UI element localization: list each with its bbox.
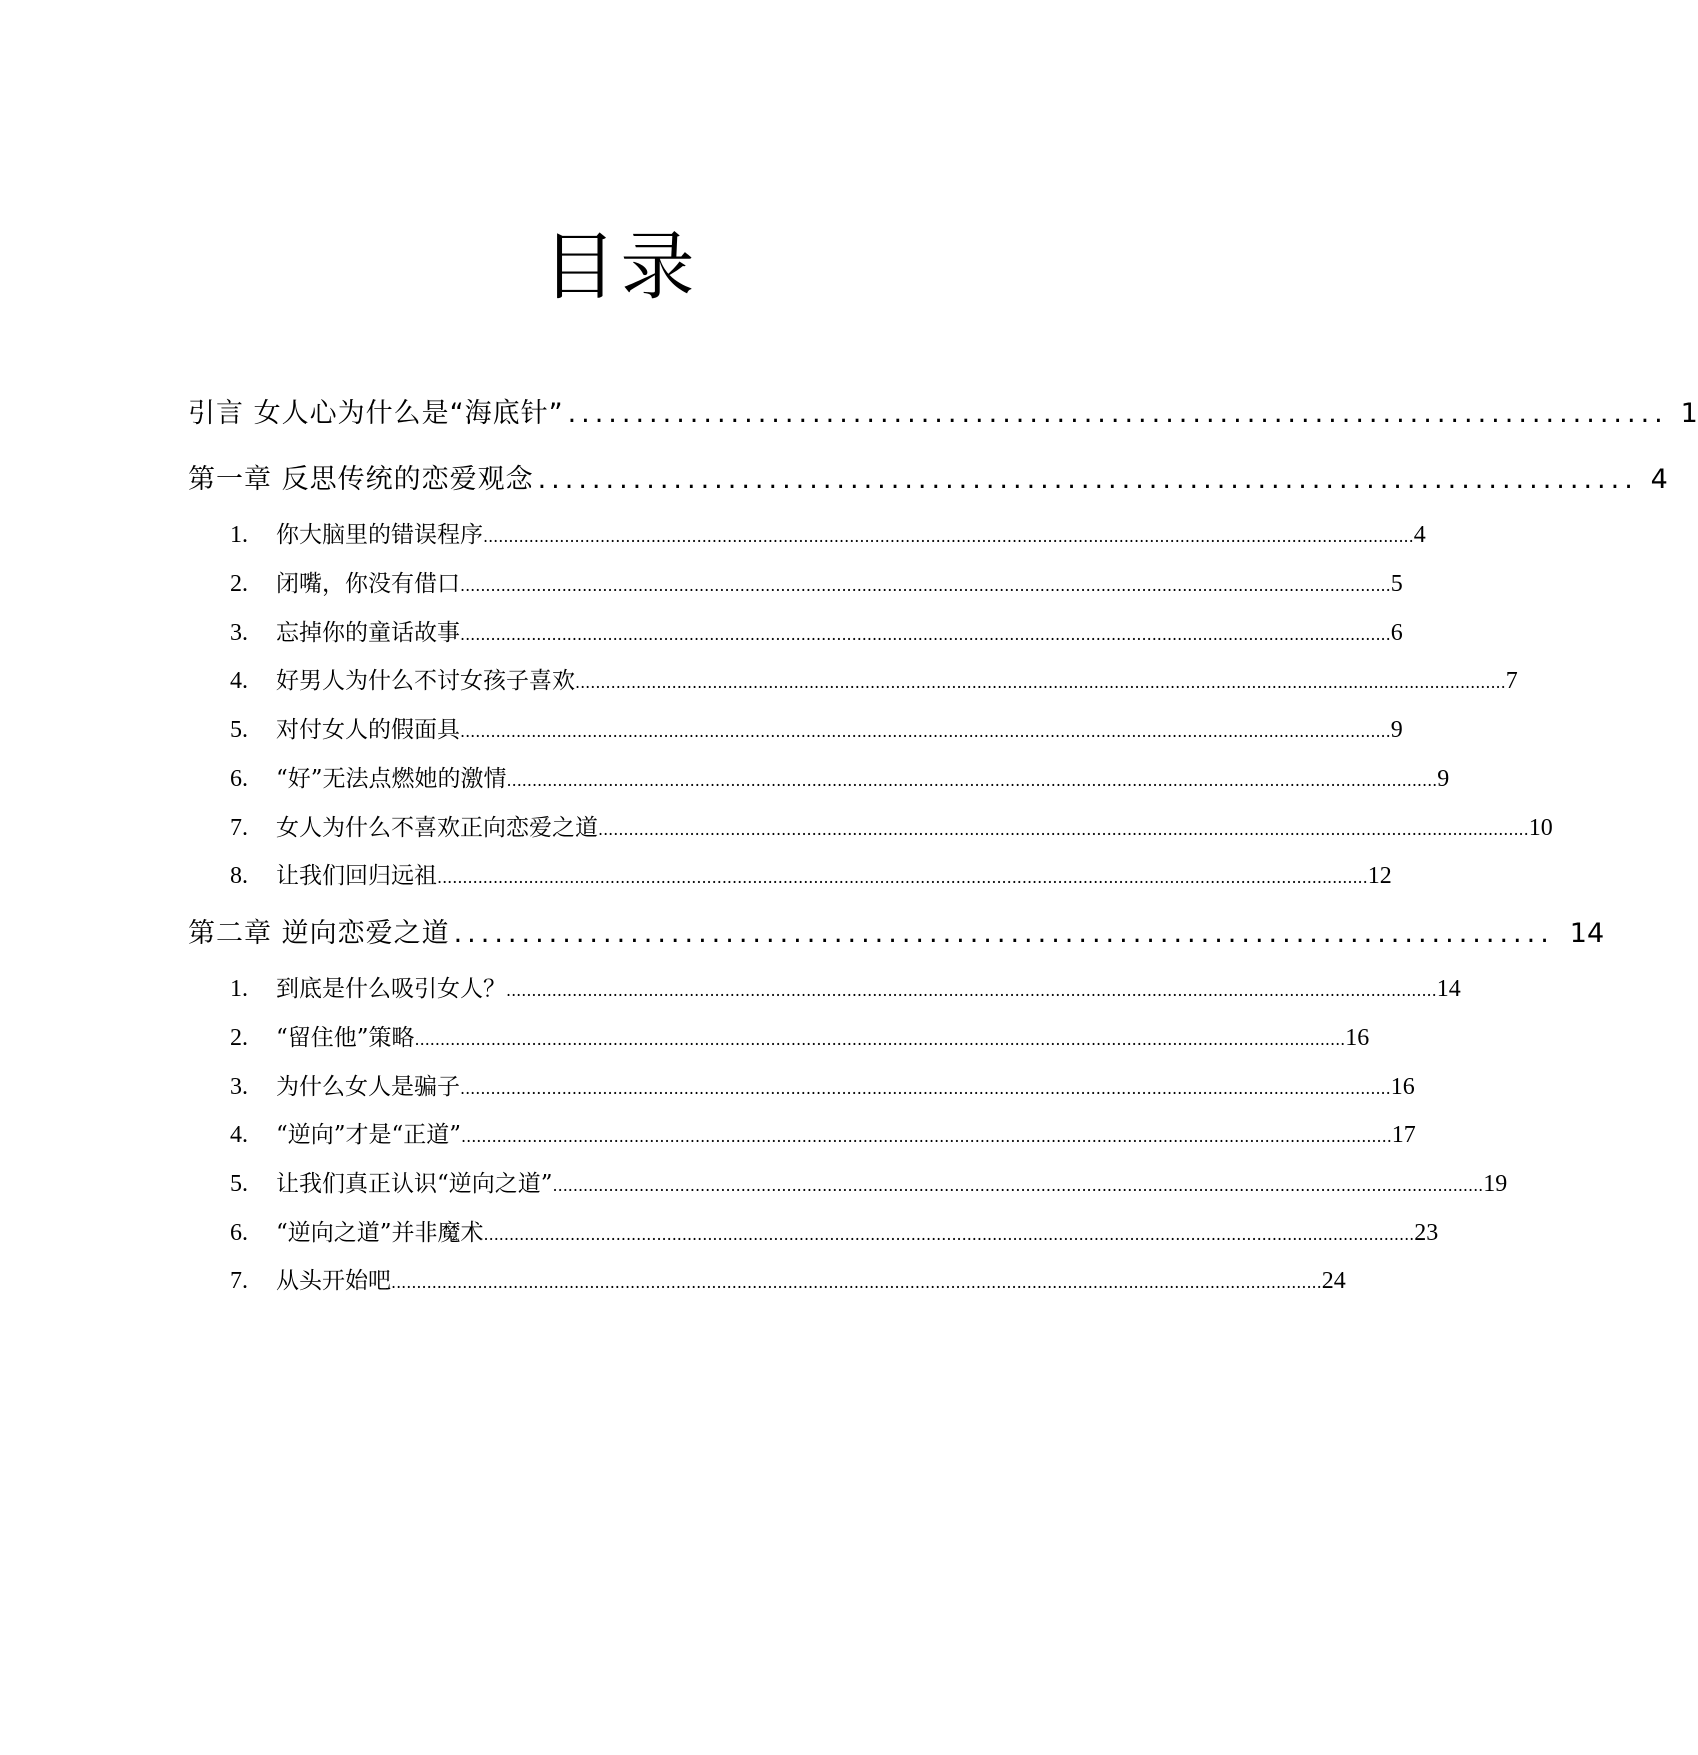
toc-page-number: 19	[1483, 1171, 1508, 1197]
toc-page-number: 16	[1390, 1074, 1415, 1100]
toc-section-title: 让我们回归远祖	[276, 863, 437, 889]
toc-section-title: 你大脑里的错误程序	[276, 522, 483, 548]
toc-leader-dots: .......................................................................................................................................................................................	[506, 771, 1438, 790]
toc-leader-dots: .................................................................................	[567, 398, 1668, 429]
toc-page-number: 12	[1367, 863, 1392, 889]
toc-section-number: 7.	[230, 1268, 248, 1294]
toc-leader-dots: .......................................................................................................................................................................................	[460, 576, 1391, 595]
toc-section-title: 忘掉你的童话故事	[276, 620, 460, 646]
toc-leader-dots: .................................................................................	[537, 464, 1638, 495]
toc-section-title: 让我们真正认识“逆向之道”	[276, 1171, 553, 1197]
toc-page-number: 24	[1321, 1268, 1346, 1294]
toc-section-title: 从头开始吧	[276, 1268, 391, 1294]
toc-leader-dots: .......................................................................................................................................................................................	[461, 1127, 1392, 1146]
toc-leader-dots: .......................................................................................................................................................................................	[483, 1225, 1415, 1244]
toc-chapter-title: 第一章 反思传统的恋爱观念	[188, 464, 534, 495]
toc-leader-dots: .......................................................................................................................................................................................	[552, 1176, 1484, 1195]
toc-page-number: 6	[1390, 620, 1403, 646]
toc-section-title: 对付女人的假面具	[276, 717, 460, 743]
toc-section[interactable]	[230, 665, 1518, 699]
toc-section[interactable]	[230, 1071, 1415, 1105]
toc-page-number: 17	[1391, 1122, 1416, 1148]
toc-page-number: 4	[1413, 522, 1426, 548]
toc-leader-dots: .......................................................................................................................................................................................	[460, 1079, 1391, 1098]
toc-chapter-title: 引言 女人心为什么是“海底针”	[188, 398, 564, 429]
toc-section-number: 8.	[230, 863, 248, 889]
toc-section-number: 4.	[230, 1122, 248, 1148]
toc-page-number: 14	[1436, 976, 1461, 1002]
toc-section-title: 闭嘴，你没有借口	[276, 571, 460, 597]
toc-section-title: “好”无法点燃她的激情	[276, 766, 507, 792]
toc-section-title: “留住他”策略	[276, 1025, 415, 1051]
toc-chapter-intro[interactable]	[188, 396, 1698, 432]
toc-section[interactable]	[230, 763, 1450, 797]
toc-section-title: 为什么女人是骗子	[276, 1074, 460, 1100]
toc-page-number: 9	[1390, 717, 1403, 743]
toc-page-number: 4	[1650, 464, 1668, 495]
toc-section-number: 3.	[230, 620, 248, 646]
toc-section-number: 6.	[230, 1220, 248, 1246]
toc-page-number: 9	[1437, 766, 1450, 792]
toc-section-title: 好男人为什么不讨女孩子喜欢	[276, 668, 575, 694]
toc-section[interactable]	[230, 617, 1403, 651]
toc-leader-dots: .......................................................................................................................................................................................	[598, 820, 1529, 839]
toc-section-number: 7.	[230, 815, 248, 841]
toc-section-number: 6.	[230, 766, 248, 792]
toc-section-title: “逆向”才是“正道”	[276, 1122, 462, 1148]
toc-chapter-1[interactable]	[188, 462, 1668, 498]
toc-section-number: 5.	[230, 717, 248, 743]
toc-section[interactable]	[230, 568, 1403, 602]
toc-section[interactable]	[230, 973, 1461, 1007]
toc-section[interactable]	[230, 519, 1426, 553]
toc-page-number: 16	[1345, 1025, 1370, 1051]
toc-leader-dots: .................................................................................	[453, 918, 1554, 949]
toc-section[interactable]	[230, 860, 1392, 894]
toc-section-title: 到底是什么吸引女人？	[276, 976, 506, 1002]
toc-page-number: 23	[1414, 1220, 1439, 1246]
toc-section-number: 4.	[230, 668, 248, 694]
toc-section[interactable]	[230, 1119, 1416, 1153]
page-title: 目录	[542, 224, 699, 310]
toc-section-number: 1.	[230, 976, 248, 1002]
toc-section[interactable]	[230, 812, 1553, 846]
toc-leader-dots: .......................................................................................................................................................................................	[391, 1273, 1322, 1292]
toc-section[interactable]	[230, 1265, 1346, 1299]
toc-section[interactable]	[230, 1022, 1370, 1056]
toc-section-number: 5.	[230, 1171, 248, 1197]
toc-section-number: 2.	[230, 571, 248, 597]
toc-page-number: 1	[1680, 398, 1698, 429]
toc-chapter-title: 第二章 逆向恋爱之道	[188, 918, 450, 949]
toc-leader-dots: .......................................................................................................................................................................................	[575, 673, 1506, 692]
toc-chapter-2[interactable]	[188, 916, 1605, 952]
toc-section[interactable]	[230, 714, 1403, 748]
toc-leader-dots: .......................................................................................................................................................................................	[506, 981, 1437, 1000]
toc-page-number: 7	[1505, 668, 1518, 694]
toc-section-title: “逆向之道”并非魔术	[276, 1220, 484, 1246]
toc-leader-dots: .......................................................................................................................................................................................	[460, 722, 1391, 741]
toc-section-title: 女人为什么不喜欢正向恋爱之道	[276, 815, 598, 841]
toc-section-number: 3.	[230, 1074, 248, 1100]
toc-section[interactable]	[230, 1168, 1508, 1202]
toc-leader-dots: .......................................................................................................................................................................................	[437, 868, 1368, 887]
toc-page-number: 5	[1390, 571, 1403, 597]
toc-section[interactable]	[230, 1217, 1439, 1251]
toc-leader-dots: .......................................................................................................................................................................................	[460, 625, 1391, 644]
toc-section-number: 1.	[230, 522, 248, 548]
toc-section-number: 2.	[230, 1025, 248, 1051]
toc-page-number: 10	[1528, 815, 1553, 841]
toc-leader-dots: .......................................................................................................................................................................................	[483, 527, 1414, 546]
toc-page-number: 14	[1569, 918, 1605, 949]
toc-leader-dots: .......................................................................................................................................................................................	[414, 1030, 1346, 1049]
